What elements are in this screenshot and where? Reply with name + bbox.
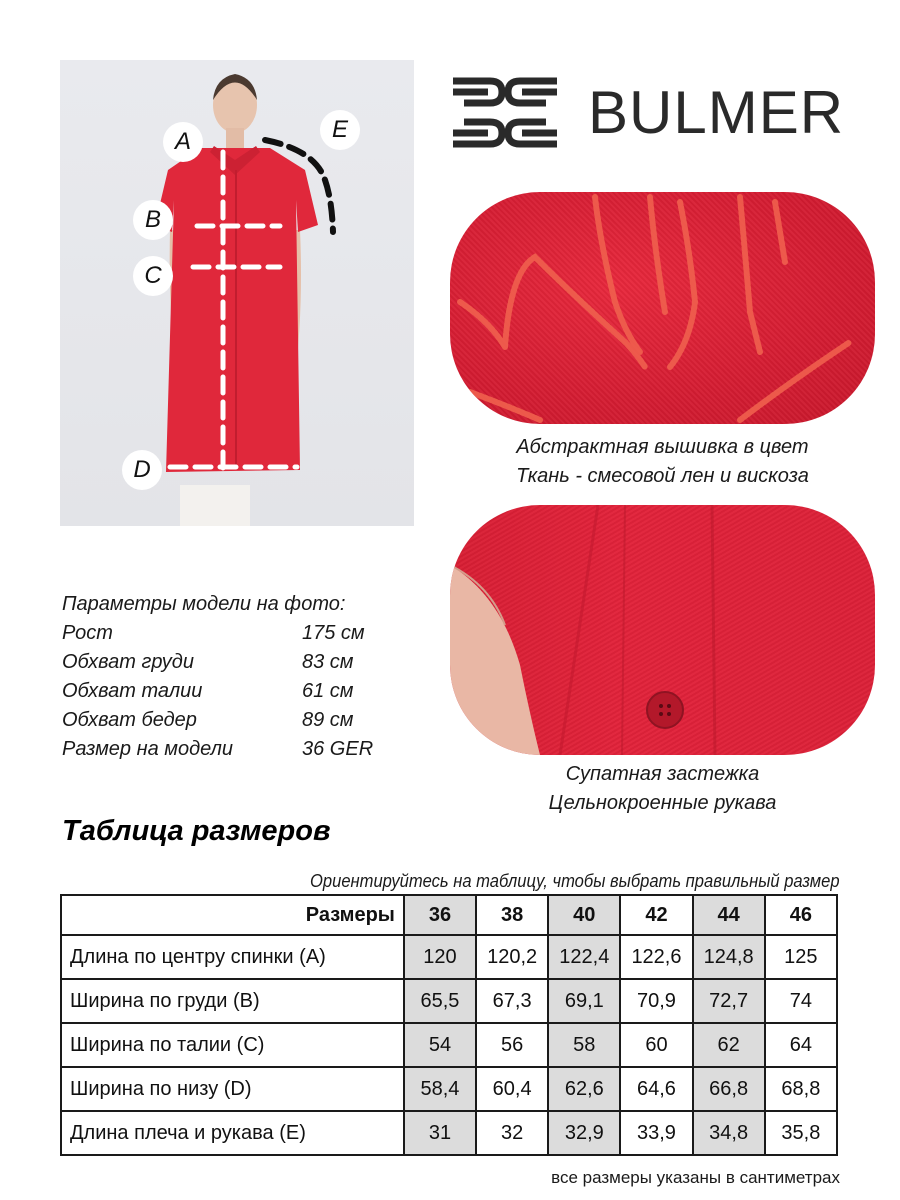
row-label: Длина плеча и рукава (E) — [61, 1111, 404, 1155]
table-cell: 35,8 — [765, 1111, 837, 1155]
table-row — [61, 979, 837, 1023]
table-cell: 33,9 — [620, 1111, 692, 1155]
embroidery-detail-image — [450, 192, 875, 424]
marker-a: A — [163, 122, 203, 162]
brand-logo — [450, 75, 844, 150]
size-col-header: 40 — [548, 895, 620, 935]
table-row — [61, 935, 837, 979]
table-row — [61, 1067, 837, 1111]
embroidery-pattern — [450, 192, 875, 424]
table-cell: 62 — [693, 1023, 765, 1067]
table-cell: 74 — [765, 979, 837, 1023]
param-row-hips — [62, 706, 373, 735]
dress-illustration — [60, 60, 414, 526]
table-cell: 64 — [765, 1023, 837, 1067]
row-label: Длина по центру спинки (A) — [61, 935, 404, 979]
table-cell: 58 — [548, 1023, 620, 1067]
row-label: Ширина по груди (B) — [61, 979, 404, 1023]
table-cell: 32 — [476, 1111, 548, 1155]
table-cell: 54 — [404, 1023, 476, 1067]
param-row-waist — [62, 677, 373, 706]
size-col-header: 44 — [693, 895, 765, 935]
table-cell: 120 — [404, 935, 476, 979]
table-cell: 62,6 — [548, 1067, 620, 1111]
placket-illustration — [450, 505, 875, 755]
marker-b: B — [133, 200, 173, 240]
param-label: Обхват бедер — [62, 709, 197, 731]
table-cell: 64,6 — [620, 1067, 692, 1111]
caption-line: Абстрактная вышивка в цвет — [516, 436, 809, 458]
marker-c: C — [133, 256, 173, 296]
param-value: 36 GER — [302, 738, 374, 760]
table-cell: 72,7 — [693, 979, 765, 1023]
param-value: 61 см — [302, 680, 354, 702]
placket-caption — [450, 760, 875, 818]
table-cell: 56 — [476, 1023, 548, 1067]
param-value: 175 см — [302, 622, 365, 644]
size-table — [60, 894, 838, 1156]
param-row-size — [62, 735, 373, 764]
caption-line: Цельнокроенные рукава — [548, 792, 777, 814]
table-cell: 69,1 — [548, 979, 620, 1023]
model-parameters-title: Параметры модели на фото: — [62, 593, 346, 615]
size-col-header: 38 — [476, 895, 548, 935]
model-parameters — [62, 590, 373, 764]
table-cell: 120,2 — [476, 935, 548, 979]
brand-name: BULMER — [588, 78, 845, 146]
table-header-row — [61, 895, 837, 935]
table-cell: 31 — [404, 1111, 476, 1155]
row-label: Ширина по талии (C) — [61, 1023, 404, 1067]
header-label: Размеры — [61, 895, 404, 935]
placket-detail-image — [450, 505, 875, 755]
table-cell: 34,8 — [693, 1111, 765, 1155]
size-table-hint: Ориентируйтесь на таблицу, чтобы выбрать правильный размер — [310, 871, 840, 891]
param-row-height — [62, 619, 373, 648]
size-table-title: Таблица размеров — [62, 815, 331, 847]
param-label: Обхват талии — [62, 680, 203, 702]
param-value: 83 см — [302, 651, 354, 673]
table-row — [61, 1023, 837, 1067]
row-label: Ширина по низу (D) — [61, 1067, 404, 1111]
param-label: Рост — [62, 622, 113, 644]
table-cell: 58,4 — [404, 1067, 476, 1111]
model-photo — [60, 60, 414, 526]
param-label: Обхват груди — [62, 651, 194, 673]
size-table-footnote: все размеры указаны в сантиметрах — [551, 1168, 840, 1187]
table-row — [61, 1111, 837, 1155]
embroidery-caption — [450, 433, 875, 491]
table-cell: 60,4 — [476, 1067, 548, 1111]
param-row-chest — [62, 648, 373, 677]
caption-line: Ткань - смесовой лен и вискоза — [516, 465, 809, 487]
table-cell: 65,5 — [404, 979, 476, 1023]
size-col-header: 46 — [765, 895, 837, 935]
table-cell: 68,8 — [765, 1067, 837, 1111]
param-label: Размер на модели — [62, 738, 234, 760]
caption-line: Супатная застежка — [565, 763, 760, 785]
size-col-header: 36 — [404, 895, 476, 935]
bulmer-monogram-icon — [450, 75, 560, 150]
param-value: 89 см — [302, 709, 354, 731]
table-cell: 125 — [765, 935, 837, 979]
table-cell: 122,6 — [620, 935, 692, 979]
table-cell: 122,4 — [548, 935, 620, 979]
table-cell: 70,9 — [620, 979, 692, 1023]
marker-e: E — [320, 110, 360, 150]
table-cell: 66,8 — [693, 1067, 765, 1111]
table-cell: 67,3 — [476, 979, 548, 1023]
marker-d: D — [122, 450, 162, 490]
table-cell: 60 — [620, 1023, 692, 1067]
table-cell: 32,9 — [548, 1111, 620, 1155]
table-cell: 124,8 — [693, 935, 765, 979]
size-col-header: 42 — [620, 895, 692, 935]
